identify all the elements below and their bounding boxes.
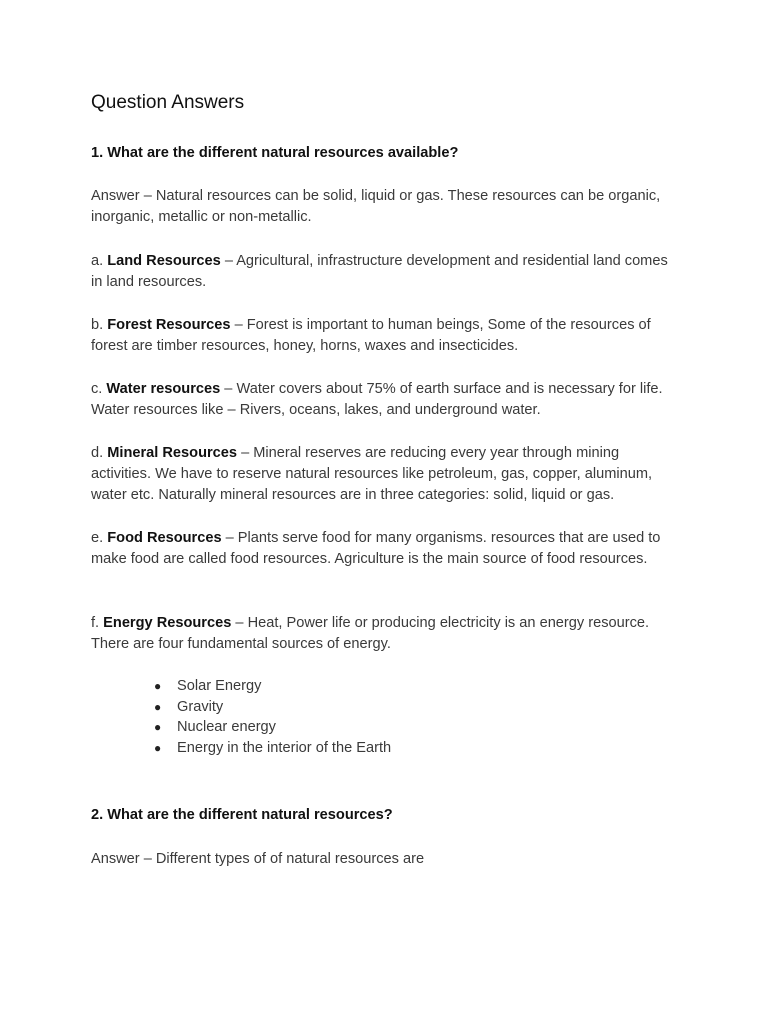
item-mineral-resources [91, 443, 681, 506]
list-item [91, 676, 391, 697]
item-land-resources [91, 251, 681, 293]
item-text: – Plants serve food for many organisms. resources that are used to make food are called food resources. Agriculture is the main source of food resources. [91, 530, 661, 567]
bullet-icon: ● [154, 720, 162, 735]
energy-sources-list [91, 676, 391, 759]
answer-2: Answer – Different types of of natural resources are [91, 851, 425, 867]
item-water-resources [91, 379, 681, 421]
item-prefix: a. [91, 253, 108, 269]
item-prefix: d. [91, 445, 108, 461]
bullet-icon: ● [154, 679, 162, 693]
item-text: – Heat, Power life or producing electricity is an energy resource. There are four fundamental sources of energy. [91, 615, 650, 652]
item-prefix: e. [91, 530, 108, 546]
list-item [91, 738, 391, 759]
item-food-resources [91, 528, 681, 570]
item-text: – Mineral reserves are reducing every year through mining activities. We have to reserve natural resources like petroleum, gas, copper, aluminum, water etc. Naturally mineral resources are in three categories: solid, liquid or gas. [91, 445, 653, 503]
item-term: Water resources [106, 381, 221, 397]
item-term: Mineral Resources [107, 445, 238, 461]
question-2: 2. What are the different natural resources? [91, 807, 393, 823]
item-forest-resources [91, 315, 681, 357]
item-term: Food Resources [107, 530, 222, 546]
list-item-text: Energy in the interior of the Earth [177, 740, 392, 757]
list-item [91, 697, 391, 718]
item-prefix: c. [91, 381, 107, 397]
bullet-icon: ● [154, 699, 162, 714]
list-item-text: Solar Energy [177, 678, 262, 694]
item-term: Land Resources [107, 253, 221, 269]
bullet-icon: ● [154, 741, 162, 756]
question-1: 1. What are the different natural resources available? [91, 145, 459, 161]
list-item-text: Gravity [177, 698, 224, 715]
item-text: – Water covers about 75% of earth surface and is necessary for life. Water resources like – Rivers, oceans, lakes, and underground water. [91, 381, 663, 418]
item-text: – Forest is important to human beings, Some of the resources of forest are timber resources, honey, horns, waxes and insecticides. [91, 317, 651, 354]
item-prefix: f. [91, 615, 104, 631]
item-energy-resources [91, 613, 681, 655]
item-text: – Agricultural, infrastructure development and residential land comes in land resources. [91, 253, 668, 290]
answer-1: Answer – Natural resources can be solid, liquid or gas. These resources can be organic, inorganic, metallic or non-metallic. [91, 188, 661, 225]
list-item [91, 717, 391, 738]
list-item-text: Nuclear energy [177, 719, 276, 736]
item-term: Energy Resources [103, 615, 232, 631]
item-prefix: b. [91, 317, 108, 333]
item-term: Forest Resources [107, 317, 231, 333]
page-title: Question Answers [91, 92, 245, 113]
